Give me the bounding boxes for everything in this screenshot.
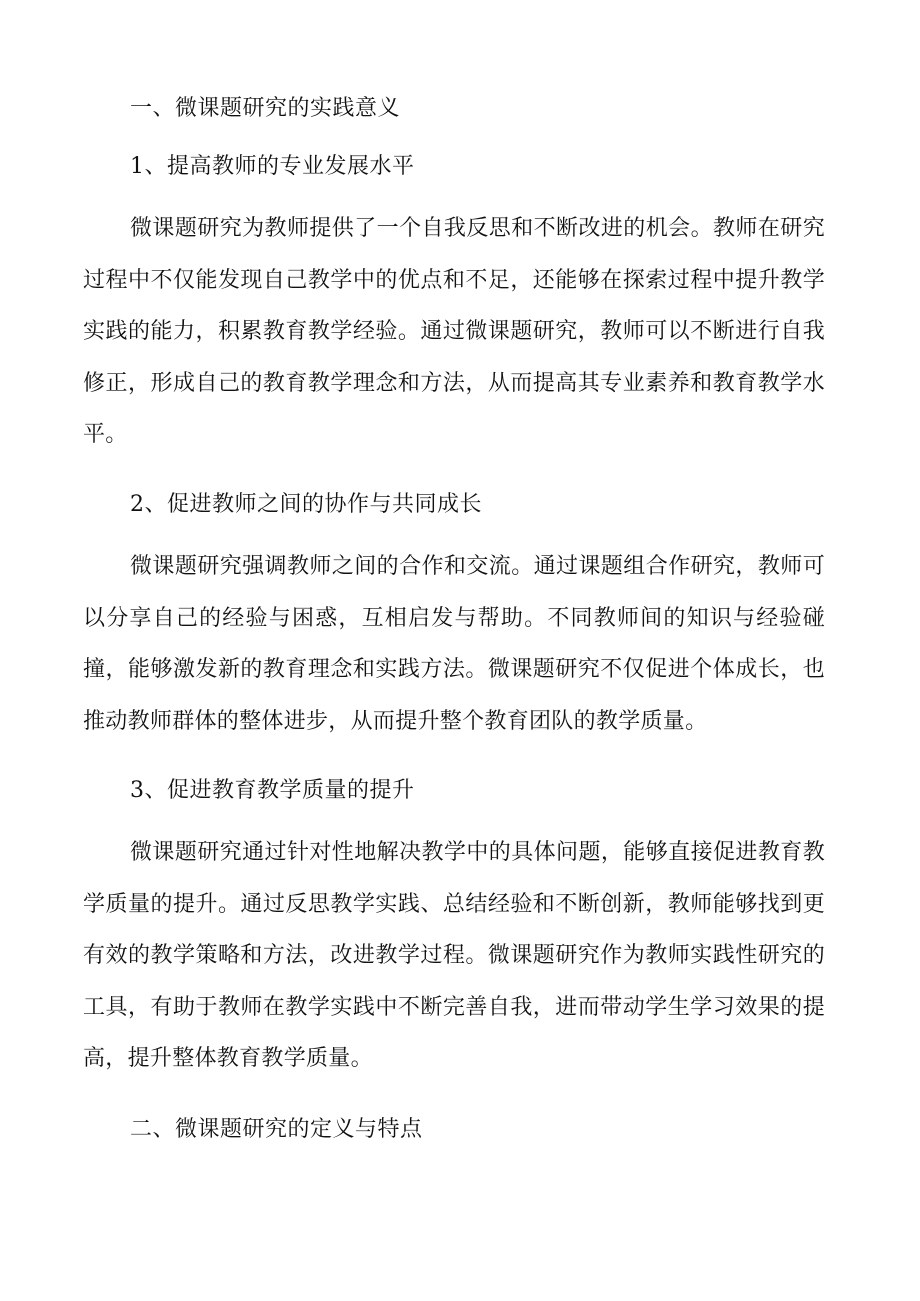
subheading-teaching-quality: 3、促进教育教学质量的提升 [130, 778, 415, 803]
paragraph-teaching-quality: 微课题研究通过针对性地解决教学中的具体问题，能够直接促进教育教学质量的提升。通过反思教学实践、总结经验和不断创新，教师能够找到更有效的教学策略和方法，改进教学过程。微课题研究作为教师实践性研究的工具，有助于教师在教学实践中不断完善自我，进而带动学生学习效果的提高，提升整体教育教学质量。 [83, 840, 825, 1071]
section-heading-definition-features: 二、微课题研究的定义与特点 [130, 1117, 423, 1142]
paragraph-professional-development: 微课题研究为教师提供了一个自我反思和不断改进的机会。教师在研究过程中不仅能发现自己教学中的优点和不足，还能够在探索过程中提升教学实践的能力，积累教育教学经验。通过微课题研究，教师可以不断进行自我修正，形成自己的教育教学理念和方法，从而提高其专业素养和教育教学水平。 [83, 216, 825, 447]
paragraph-teacher-collaboration: 微课题研究强调教师之间的合作和交流。通过课题组合作研究，教师可以分享自己的经验与困惑，互相启发与帮助。不同教师间的知识与经验碰撞，能够激发新的教育理念和实践方法。微课题研究不仅促进个体成长，也推动教师群体的整体进步，从而提升整个教育团队的教学质量。 [83, 554, 825, 734]
section-heading-practical-significance: 一、微课题研究的实践意义 [130, 96, 401, 121]
subheading-teacher-collaboration: 2、促进教师之间的协作与共同成长 [130, 492, 482, 517]
subheading-professional-development: 1、提高教师的专业发展水平 [130, 154, 415, 179]
